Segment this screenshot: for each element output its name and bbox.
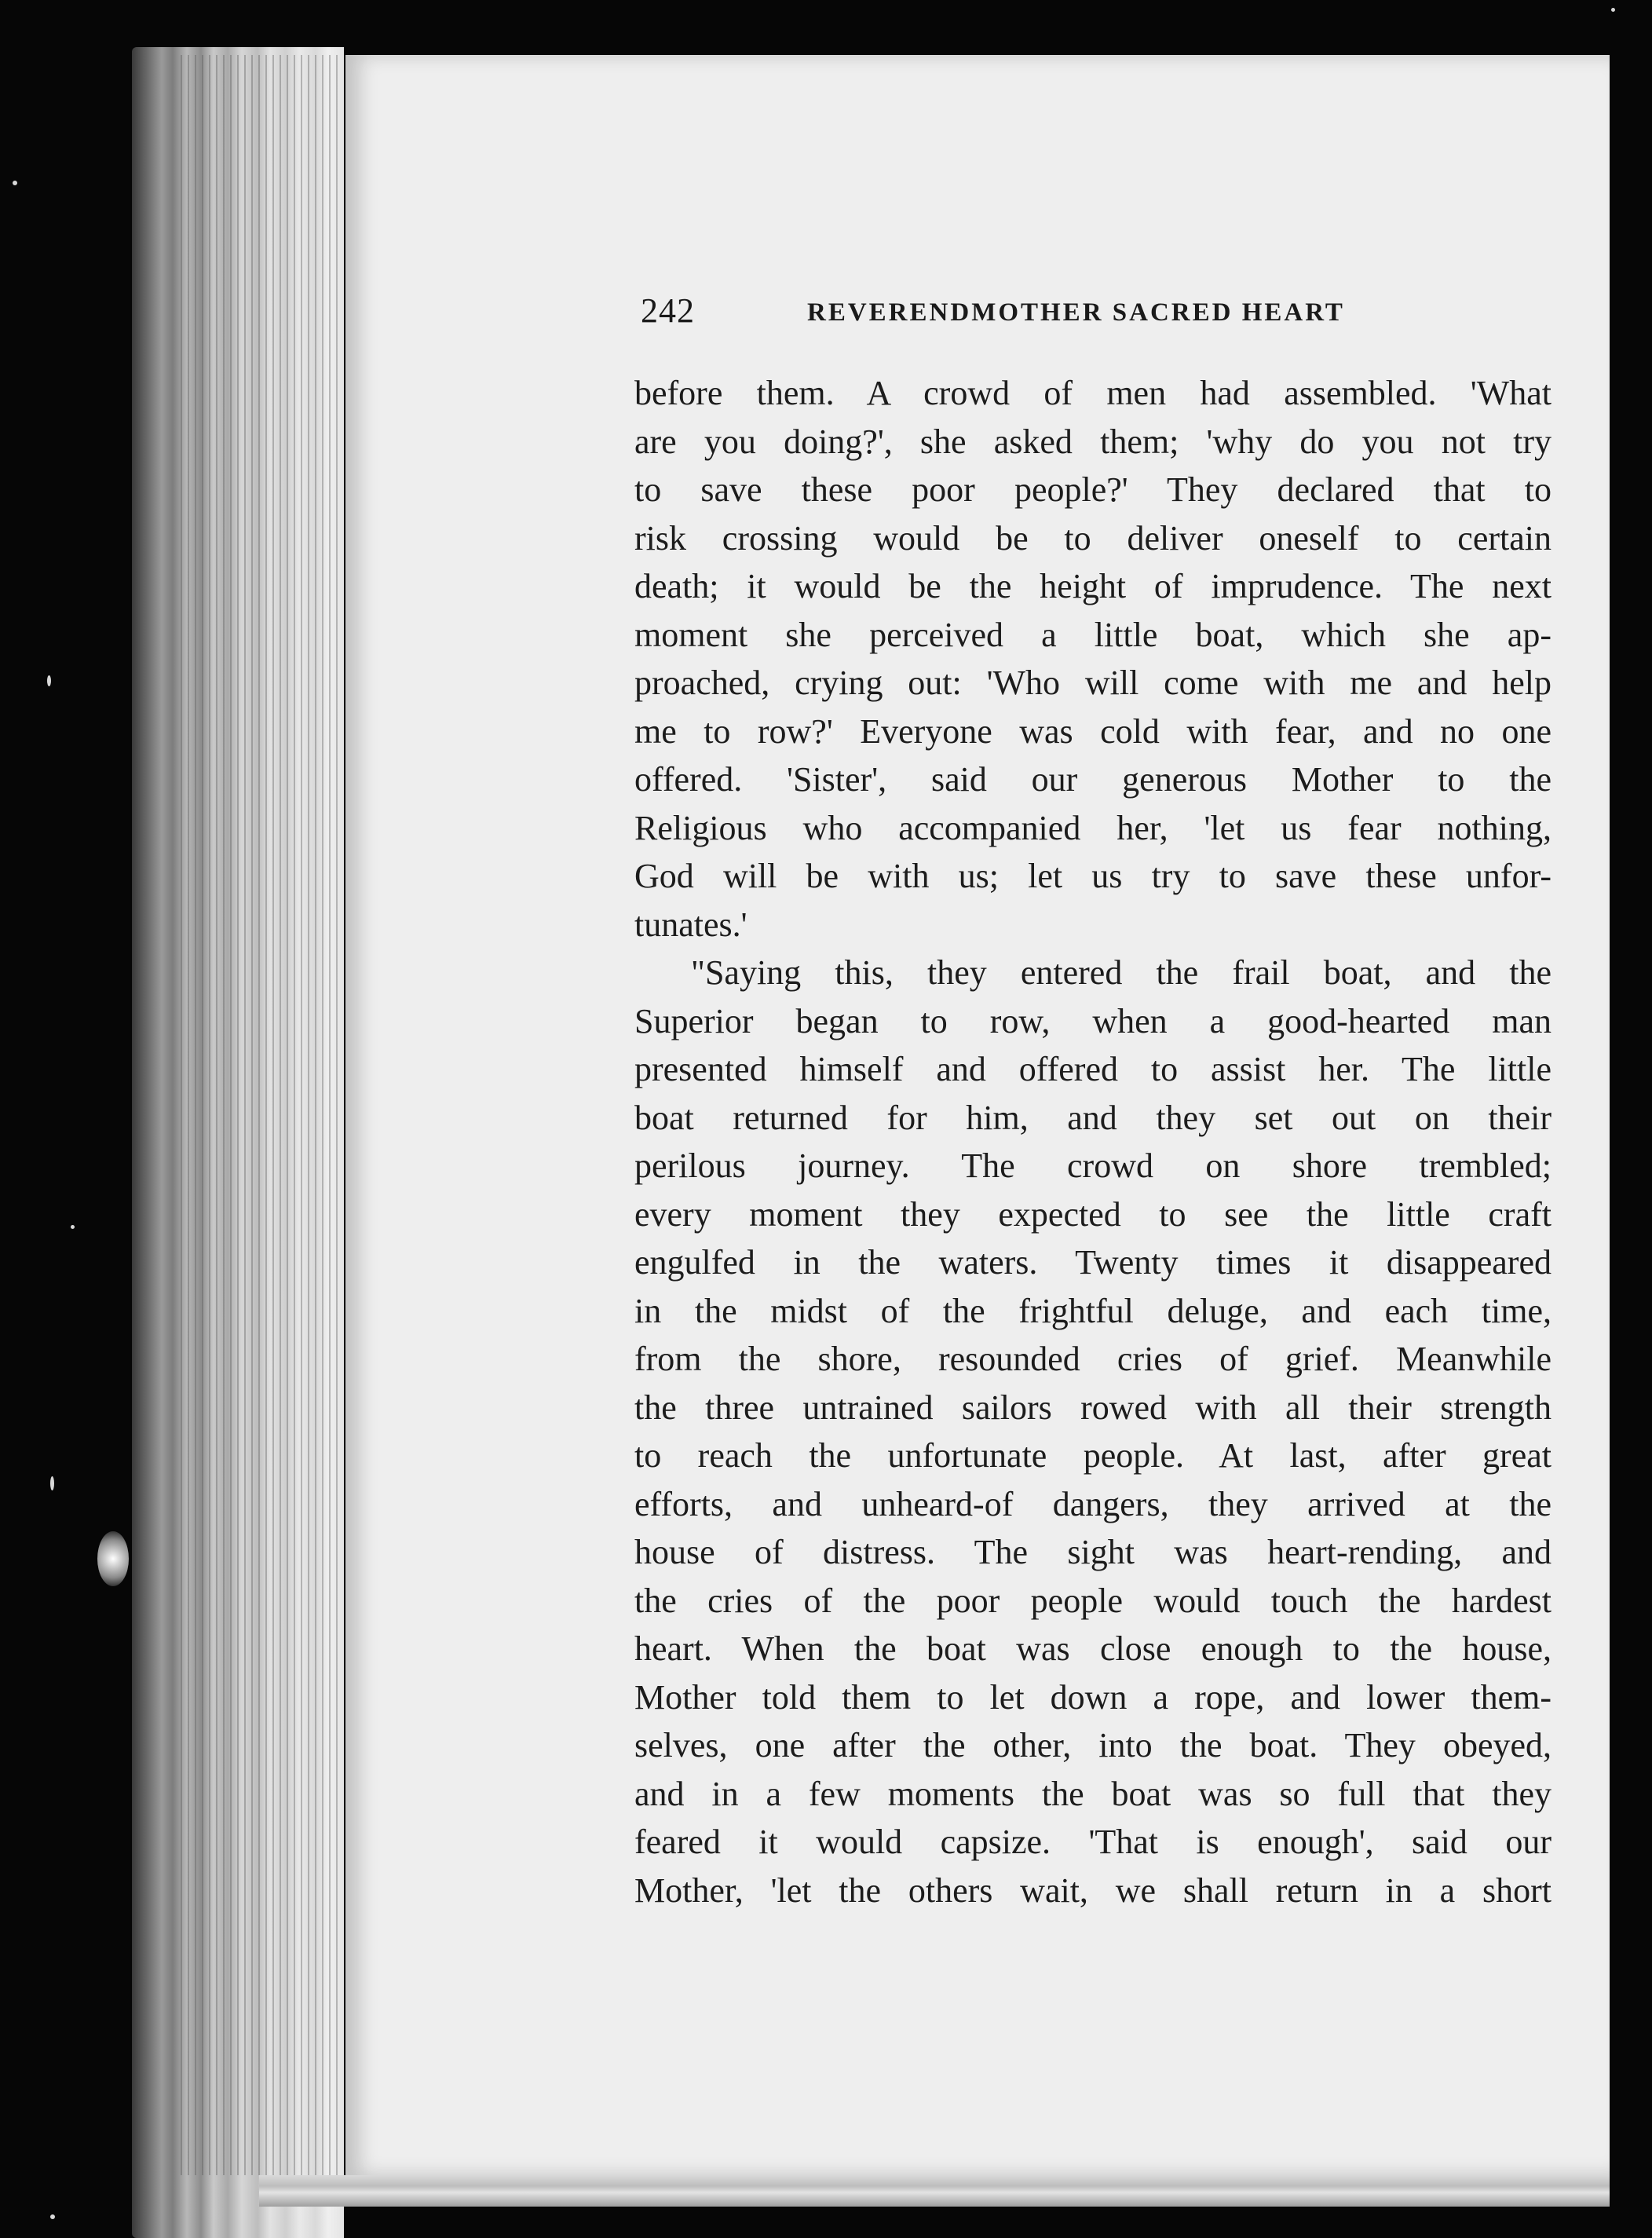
text-line: are you doing?', she asked them; 'why do you not try: [634, 422, 1551, 461]
text-line: God will be with us; let us try to save these unfor-: [634, 857, 1551, 895]
body-text: [634, 369, 1551, 1914]
text-line: house of distress. The sight was heart-rending, and: [634, 1533, 1551, 1571]
text-line: offered. 'Sister', said our generous Mother to the: [634, 760, 1551, 799]
text-line: efforts, and unheard-of dangers, they arrived at the: [634, 1484, 1551, 1523]
text-line: to reach the unfortunate people. At last, after great: [634, 1436, 1551, 1475]
text-line: presented himself and offered to assist her. The little: [634, 1050, 1551, 1088]
text-line: to save these poor people?' They declared that to: [634, 470, 1551, 509]
page-bottom-edge: [259, 2175, 1610, 2207]
text-line: Mother told them to let down a rope, and lower them-: [634, 1677, 1551, 1717]
text-line: perilous journey. The crowd on shore trembled;: [634, 1146, 1551, 1185]
text-line: tunates.': [634, 905, 747, 944]
film-speck: [50, 2214, 55, 2219]
text-line: feared it would capsize. 'That is enough', said our: [634, 1823, 1551, 1861]
film-speck: [47, 675, 51, 686]
text-line: Superior began to row, when a good-hearted man: [634, 1001, 1551, 1040]
text-line: from the shore, resounded cries of grief. Meanwhile: [634, 1340, 1551, 1378]
text-line: proached, crying out: 'Who will come with me and help: [634, 664, 1551, 702]
text-line: engulfed in the waters. Twenty times it disappeared: [634, 1243, 1551, 1282]
text-line: every moment they expected to see the little craft: [634, 1194, 1551, 1234]
text-line: "Saying this, they entered the frail boat, and the: [691, 953, 1551, 992]
text-line: before them. A crowd of men had assembled. 'What: [634, 374, 1551, 412]
text-line: selves, one after the other, into the boat. They obeyed,: [634, 1726, 1551, 1764]
text-line: the cries of the poor people would touch the hardest: [634, 1581, 1551, 1620]
book-page: [345, 55, 1610, 2175]
film-speck: [71, 1225, 75, 1229]
page-edge-lines: [181, 55, 338, 2175]
page-number: 242: [641, 291, 695, 330]
text-line: risk crossing would be to deliver oneself to certain: [634, 518, 1551, 558]
text-line: the three untrained sailors rowed with all their strength: [634, 1388, 1551, 1427]
text-line: heart. When the boat was close enough to the house,: [634, 1629, 1551, 1668]
page-header: [641, 291, 1652, 361]
film-speck: [50, 1476, 54, 1490]
text-line: boat returned for him, and they set out on their: [634, 1098, 1551, 1137]
text-line: moment she perceived a little boat, which she ap-: [634, 615, 1551, 654]
text-line: me to row?' Everyone was cold with fear, and no one: [634, 711, 1551, 751]
running-title: REVERENDMOTHER SACRED HEART: [807, 298, 1345, 327]
text-line: death; it would be the height of imprudence. The next: [634, 567, 1551, 605]
film-speck: [1611, 8, 1615, 12]
text-line: Religious who accompanied her, 'let us fear nothing,: [634, 808, 1551, 847]
film-speck: [13, 181, 17, 185]
text-line: and in a few moments the boat was so full that they: [634, 1774, 1551, 1813]
text-line: in the midst of the frightful deluge, and each time,: [634, 1291, 1551, 1330]
film-speck: [97, 1531, 129, 1586]
text-line: Mother, 'let the others wait, we shall return in a short: [634, 1870, 1551, 1910]
